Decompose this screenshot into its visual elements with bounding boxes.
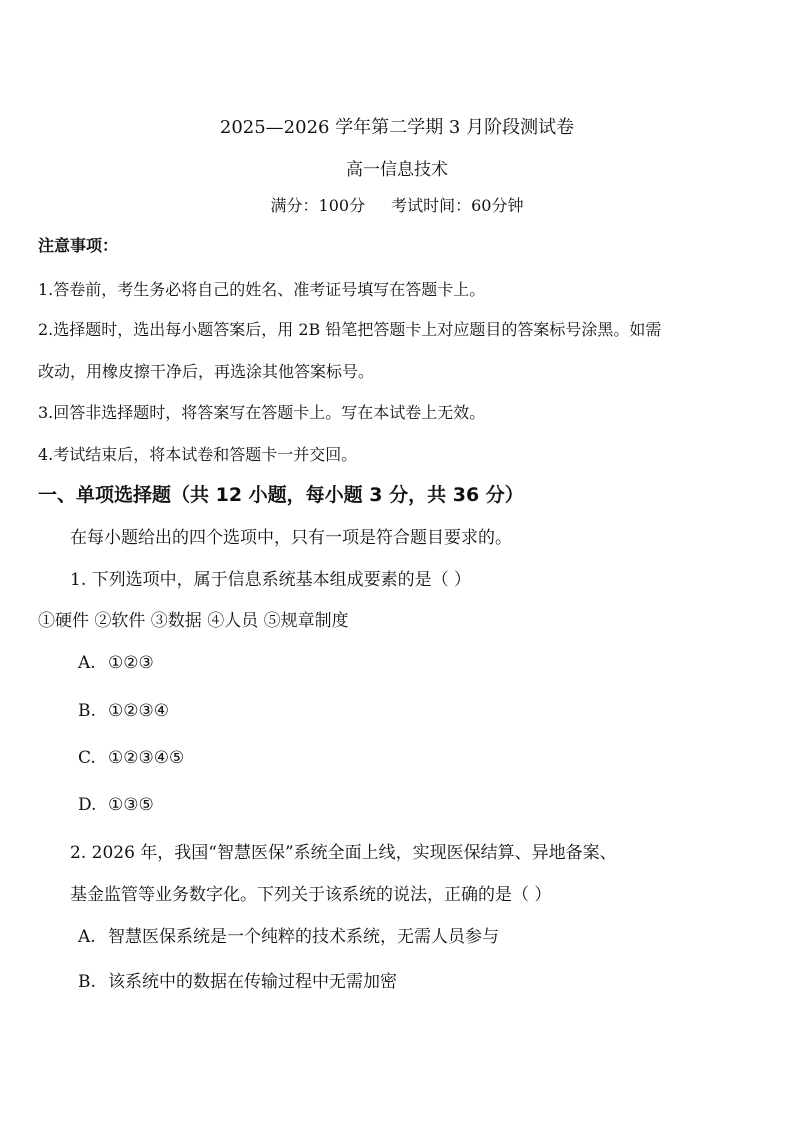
question-1-stem: 1. 下列选项中，属于信息系统基本组成要素的是（ ）: [70, 570, 472, 590]
question-2-option-a: [78, 929, 499, 946]
option-letter: B.: [78, 972, 96, 992]
full-score: 满分：100分: [270, 196, 366, 215]
option-text: ①②③④⑤: [108, 748, 185, 768]
question-1-option-d: [78, 797, 154, 814]
exam-meta: [0, 198, 794, 214]
section-1-heading: 一、单项选择题（共 12 小题，每小题 3 分，共 36 分）: [38, 484, 524, 506]
notice-item-4: 4.考试结束后，将本试卷和答题卡一并交回。: [38, 445, 358, 464]
notice-item-2-line-1: 2.选择题时，选出每小题答案后，用 2B 铅笔把答题卡上对应题目的答案标号涂黑。如需: [38, 320, 662, 339]
question-1-option-b: [78, 703, 169, 720]
question-1-items: ①硬件 ②软件 ③数据 ④人员 ⑤规章制度: [38, 611, 349, 631]
option-text: 智慧医保系统是一个纯粹的技术系统，无需人员参与: [108, 927, 499, 947]
option-letter: C.: [78, 748, 96, 768]
option-text: ①②③: [108, 653, 154, 673]
option-letter: D.: [78, 795, 97, 815]
section-1-instruction: 在每小题给出的四个选项中，只有一项是符合题目要求的。: [70, 528, 512, 548]
question-2-stem-line-2: 基金监管等业务数字化。下列关于该系统的说法，正确的是（ ）: [70, 885, 552, 905]
option-text: ①②③④: [108, 701, 169, 721]
notice-item-2-line-2: 改动，用橡皮擦干净后，再选涂其他答案标号。: [38, 362, 375, 381]
question-1-option-c: [78, 750, 184, 767]
option-letter: B.: [78, 701, 96, 721]
option-text: ①③⑤: [108, 795, 154, 815]
notice-item-1: 1.答卷前，考生务必将自己的姓名、准考证号填写在答题卡上。: [38, 280, 486, 299]
question-2-stem-line-1: 2. 2026 年，我国“智慧医保”系统全面上线，实现医保结算、异地备案、: [70, 843, 617, 863]
exam-time: 考试时间：60分钟: [391, 196, 524, 215]
option-letter: A.: [78, 653, 96, 673]
question-1-option-a: [78, 655, 154, 672]
option-text: 该系统中的数据在传输过程中无需加密: [108, 972, 397, 992]
exam-subject: 高一信息技术: [346, 160, 448, 180]
notice-heading: 注意事项：: [38, 236, 119, 255]
question-2-option-b: [78, 974, 397, 991]
exam-title: 2025—2026 学年第二学期 3 月阶段测试卷: [219, 117, 575, 138]
notice-item-3: 3.回答非选择题时，将答案写在答题卡上。写在本试卷上无效。: [38, 403, 486, 422]
option-letter: A.: [78, 927, 96, 947]
